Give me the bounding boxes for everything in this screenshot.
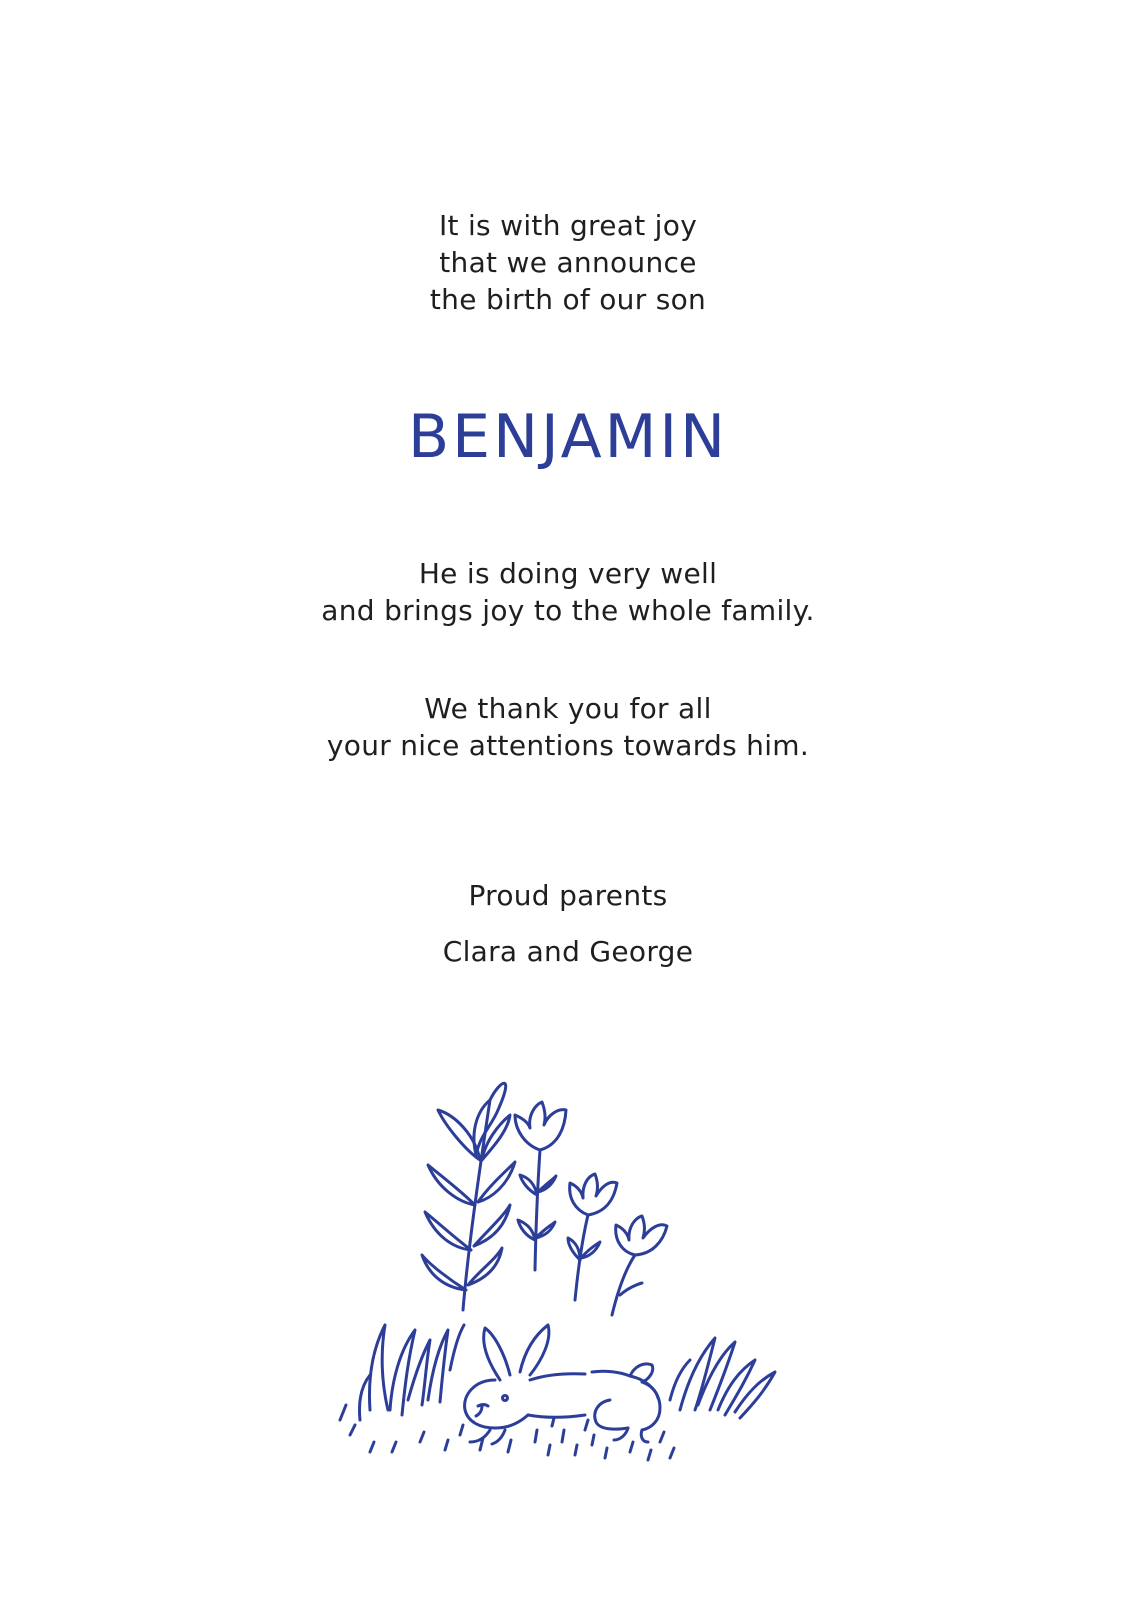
intro-line: that we announce bbox=[439, 246, 697, 279]
thanks-text bbox=[0, 690, 1136, 764]
baby-name: BENJAMIN bbox=[408, 402, 728, 472]
health-text bbox=[0, 555, 1136, 629]
intro-line: It is with great joy bbox=[438, 209, 698, 242]
health-line: and brings joy to the whole family. bbox=[321, 594, 815, 627]
signature-title-text: Proud parents bbox=[468, 879, 668, 912]
signature-names bbox=[0, 933, 1136, 970]
signature-title bbox=[0, 877, 1136, 914]
thanks-line: We thank you for all bbox=[424, 692, 712, 725]
signature-names-text: Clara and George bbox=[442, 935, 694, 968]
thanks-line: your nice attentions towards him. bbox=[326, 729, 810, 762]
intro-line: the birth of our son bbox=[429, 283, 707, 316]
bunny-and-flowers-drawing-icon bbox=[330, 1080, 800, 1500]
health-line: He is doing very well bbox=[418, 557, 718, 590]
intro-text bbox=[0, 207, 1136, 318]
